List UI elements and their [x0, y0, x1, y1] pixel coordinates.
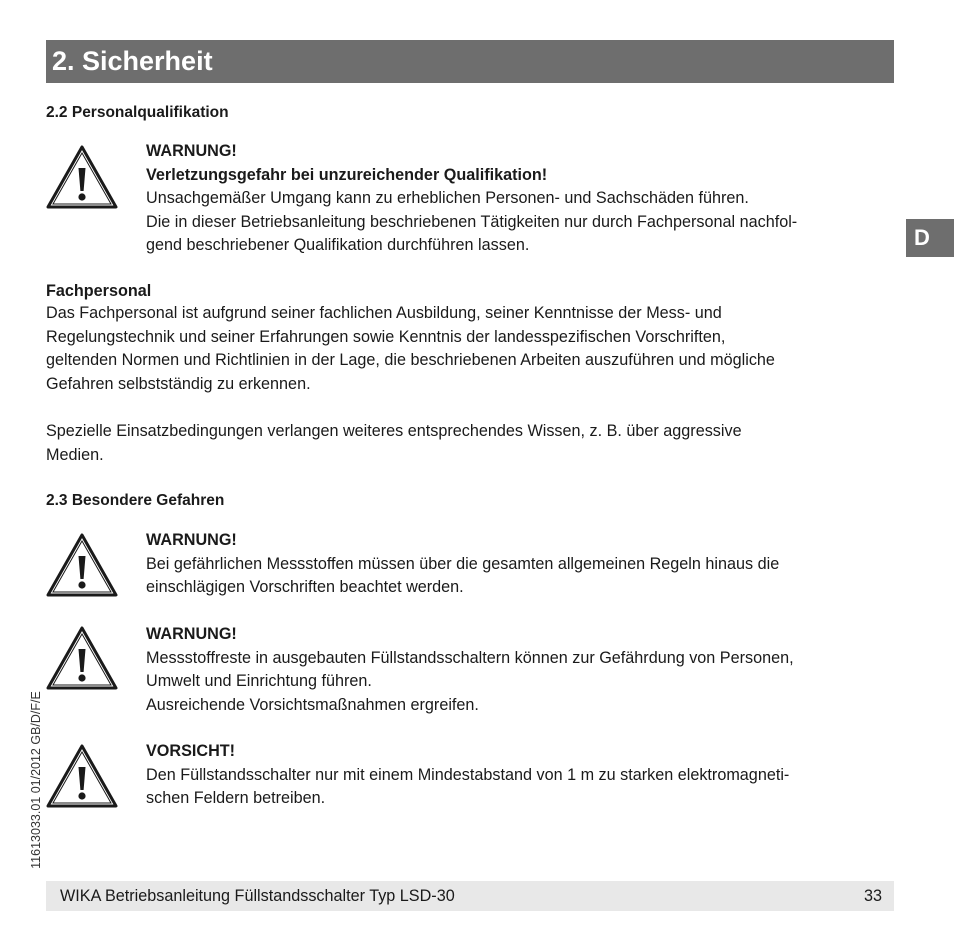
warning-gefaehrliche-messstoffe [46, 529, 896, 604]
special-conditions-paragraph [46, 420, 896, 467]
warning-line: schen Feldern betreiben. [146, 789, 326, 807]
warning-label: WARNUNG! [146, 142, 237, 160]
warning-line: Den Füllstandsschalter nur mit einem Mindestabstand von 1 m zu starken elektromagneti- [146, 765, 790, 784]
footer-title: WIKA Betriebsanleitung Füllstandsschalter Typ LSD-30 [60, 887, 455, 905]
warning-subtitle: Verletzungsgefahr bei unzureichender Qualifikation! [146, 165, 548, 184]
page-footer [46, 881, 894, 911]
warning-line: Ausreichende Vorsichtsmaßnahmen ergreifen. [146, 695, 479, 714]
warning-label: WARNUNG! [146, 531, 237, 549]
warning-label: WARNUNG! [146, 625, 237, 643]
warning-line: Umwelt und Einrichtung führen. [146, 672, 372, 690]
page-number: 33 [863, 887, 882, 905]
language-tab: D [906, 219, 954, 257]
paragraph-line: Medien. [46, 445, 104, 464]
warning-triangle-icon [46, 144, 118, 210]
warning-line: gend beschriebener Qualifikation durchführen lassen. [146, 236, 530, 254]
warning-qualifikation [46, 140, 896, 260]
warning-triangle-icon [46, 532, 118, 598]
warning-messstoffreste [46, 623, 896, 718]
fachpersonal-paragraph [46, 302, 896, 396]
paragraph-line: geltenden Normen und Richtlinien in der Lage, die beschriebenen Arbeiten auszuführen und mögliche [46, 351, 775, 369]
warning-triangle-icon [46, 743, 118, 809]
paragraph-line: Das Fachpersonal ist aufgrund seiner fachlichen Ausbildung, seiner Kenntnisse der Mess- und [46, 304, 722, 322]
caution-elektromagnetische-felder [46, 740, 896, 815]
paragraph-line: Spezielle Einsatzbedingungen verlangen weiteres entsprechendes Wissen, z. B. über aggressive [46, 422, 742, 440]
warning-line: Die in dieser Betriebsanleitung beschriebenen Tätigkeiten nur durch Fachpersonal nachfol- [146, 212, 798, 231]
warning-line: Unsachgemäßer Umgang kann zu erheblichen Personen- und Sachschäden führen. [146, 189, 749, 207]
warning-line: Messstoffreste in ausgebauten Füllstandsschaltern können zur Gefährdung von Personen, [146, 648, 794, 667]
chapter-title: 2. Sicherheit [46, 40, 894, 83]
fachpersonal-heading: Fachpersonal [46, 282, 152, 300]
document-code-text: 11613033.01 01/2012 GB/D/F/E [29, 691, 43, 869]
section-heading-besondere-gefahren: 2.3 Besondere Gefahren [46, 492, 225, 509]
section-heading-personalqualifikation: 2.2 Personalqualifikation [46, 104, 229, 121]
warning-line: einschlägigen Vorschriften beachtet werden. [146, 578, 464, 596]
caution-label: VORSICHT! [146, 742, 236, 760]
warning-line: Bei gefährlichen Messstoffen müssen über die gesamten allgemeinen Regeln hinaus die [146, 554, 780, 573]
warning-triangle-icon [46, 625, 118, 691]
paragraph-line: Gefahren selbstständig zu erkennen. [46, 374, 311, 393]
paragraph-line: Regelungstechnik und seiner Erfahrungen sowie Kenntnis der landesspezifischen Vorschriften, [46, 327, 726, 346]
